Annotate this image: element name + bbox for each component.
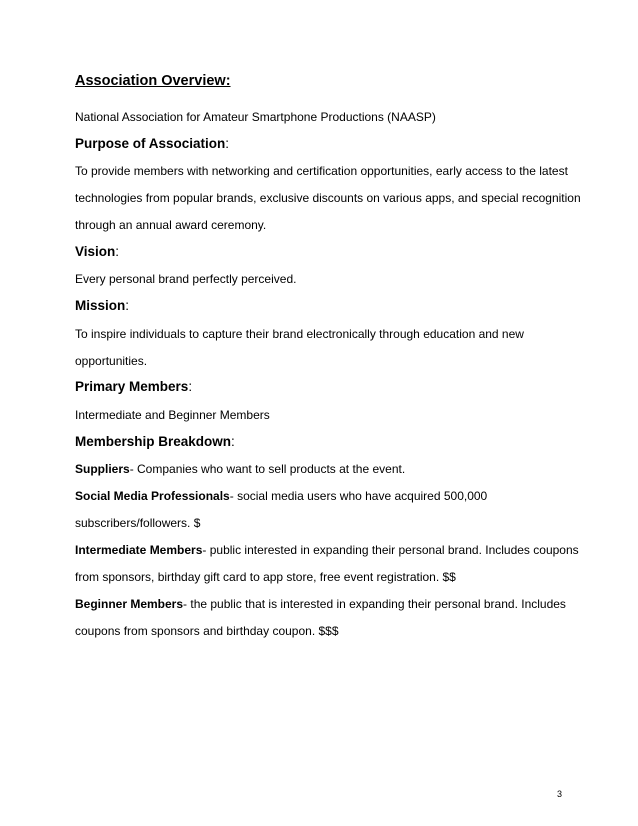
social-media-entry (75, 489, 487, 503)
beginner-entry (75, 597, 566, 611)
purpose-line: technologies from popular brands, exclusive discounts on various apps, and special recognition (75, 191, 581, 205)
vision-heading (75, 244, 119, 260)
vision-line: Every personal brand perfectly perceived. (75, 272, 297, 286)
membership-breakdown-heading (75, 434, 235, 450)
purpose-line: To provide members with networking and certification opportunities, early access to the latest (75, 164, 568, 178)
mission-heading-colon: : (125, 298, 130, 313)
mission-heading-text: Mission (75, 298, 126, 313)
section-title: Association Overview: (75, 73, 231, 89)
vision-heading-text: Vision (75, 244, 116, 259)
membership-breakdown-heading-colon: : (231, 434, 235, 449)
association-name: National Association for Amateur Smartphone Productions (NAASP) (75, 110, 436, 124)
primary-members-heading-colon: : (188, 379, 193, 394)
intermediate-term: Intermediate Members (75, 543, 203, 557)
primary-members-heading-text: Primary Members (75, 379, 189, 394)
page-number: 3 (557, 789, 563, 799)
primary-members-line: Intermediate and Beginner Members (75, 408, 270, 422)
social-media-desc: - social media users who have acquired 500,000 (229, 489, 488, 503)
purpose-heading-text: Purpose of Association (75, 136, 226, 151)
suppliers-entry (75, 462, 405, 476)
intermediate-cont: from sponsors, birthday gift card to app store, free event registration. $$ (75, 570, 456, 584)
vision-heading-colon: : (115, 244, 120, 259)
membership-breakdown-heading-text: Membership Breakdown (75, 434, 232, 449)
suppliers-term: Suppliers (75, 462, 130, 476)
suppliers-desc: - Companies who want to sell products at the event. (129, 462, 406, 476)
purpose-line: through an annual award ceremony. (75, 218, 267, 232)
purpose-heading-colon: : (225, 136, 230, 151)
social-media-term: Social Media Professionals (75, 489, 230, 503)
mission-line: opportunities. (75, 354, 148, 368)
mission-heading (75, 298, 129, 314)
mission-line: To inspire individuals to capture their brand electronically through education and new (75, 327, 524, 341)
intermediate-entry (75, 543, 579, 557)
social-media-cont: subscribers/followers. $ (75, 516, 201, 530)
beginner-cont: coupons from sponsors and birthday coupon. $$$ (75, 624, 339, 638)
beginner-desc: - the public that is interested in expanding their personal brand. Includes (183, 597, 566, 611)
primary-members-heading (75, 379, 192, 395)
beginner-term: Beginner Members (75, 597, 184, 611)
intermediate-desc: - public interested in expanding their personal brand. Includes coupons (202, 543, 579, 557)
purpose-heading (75, 136, 229, 152)
